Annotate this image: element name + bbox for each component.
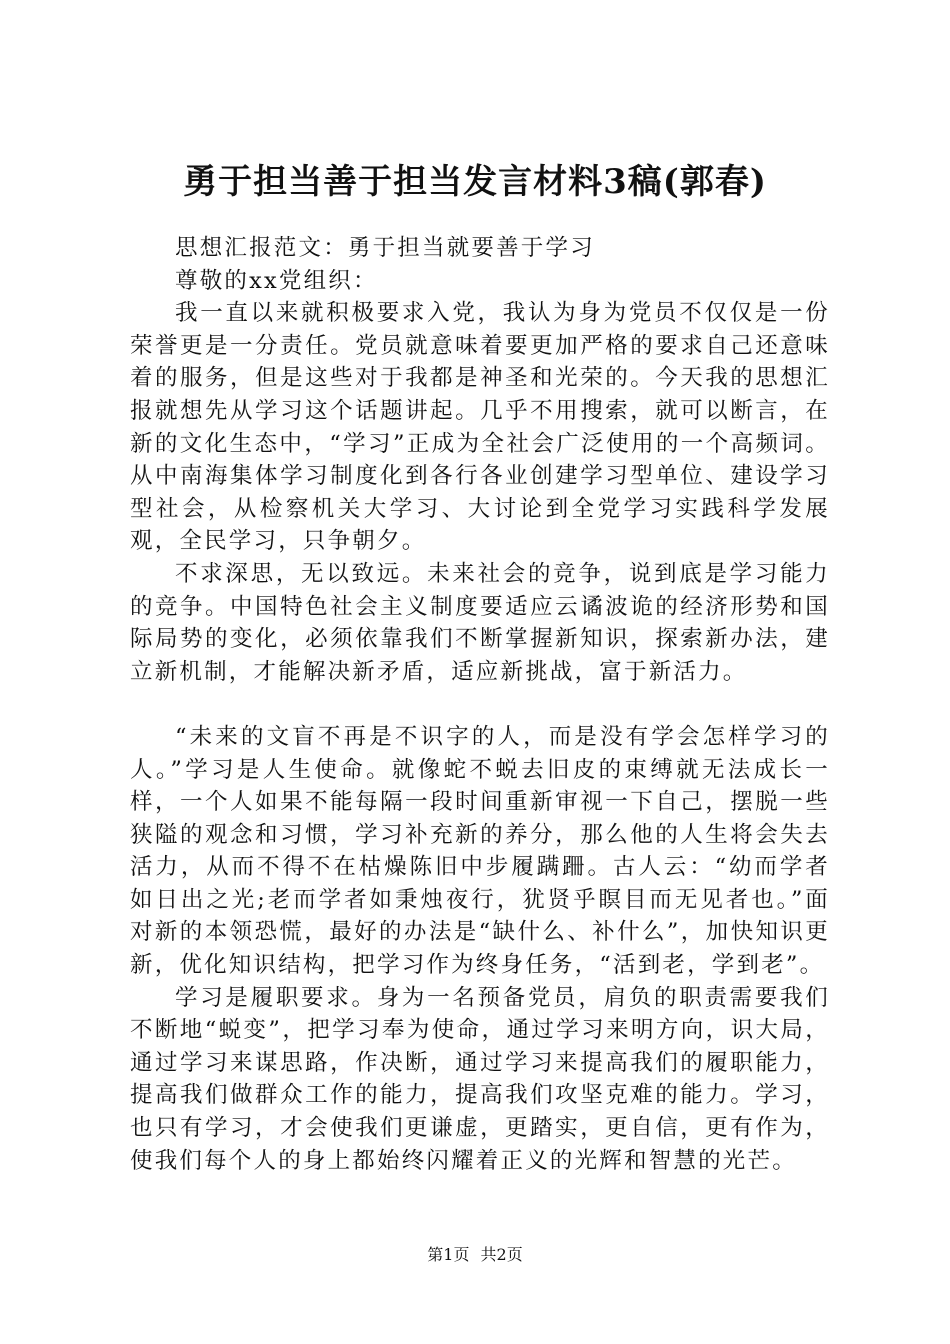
document-body — [130, 232, 830, 1177]
subtitle-line: 思想汇报范文：勇于担当就要善于学习 — [175, 235, 595, 261]
paragraph: 学习是履职要求。身为一名预备党员，肩负的职责需要我们不断地“蜕变”，把学习奉为使命，通过学习来明方向，识大局，通过学习来谋思路，作决断，通过学习来提高我们的履职能力，提高我们做群众工作的能力，提高我们攻坚克难的能力。学习，也只有学习，才会使我们更谦虚，更踏实，更自信，更有作为，使我们每个人的身上都始终闪耀着正义的光辉和智慧的光芒。 — [130, 984, 830, 1174]
salutation: 尊敬的xx党组织： — [175, 267, 378, 294]
paragraph: 不求深思，无以致远。未来社会的竞争，说到底是学习能力的竞争。中国特色社会主义制度要适应云谲波诡的经济形势和国际局势的变化，必须依靠我们不断掌握新知识，探索新办法，建立新机制，才能解决新矛盾，适应新挑战，富于新活力。 — [130, 560, 830, 685]
paragraph: “未来的文盲不再是不识字的人，而是没有学会怎样学习的人。”学习是人生使命。就像蛇不蜕去旧皮的束缚就无法成长一样，一个人如果不能每隔一段时间重新审视一下自己，摆脱一些狭隘的观念和习惯，学习补充新的养分，那么他的人生将会失去活力，从而不得不在枯燥陈旧中步履蹒跚。古人云：“幼而学者如日出之光;老而学者如秉烛夜行，犹贤乎瞑目而无见者也。”面对新的本领恐慌，最好的办法是“缺什么、补什么”，加快知识更新，优化知识结构，把学习作为终身任务，“活到老，学到老”。 — [130, 723, 830, 979]
page-number: 第1页 — [427, 1245, 470, 1264]
paragraph: 我一直以来就积极要求入党，我认为身为党员不仅仅是一份荣誉更是一分责任。党员就意味着要更加严格的要求自己还意味着的服务，但是这些对于我都是神圣和光荣的。今天我的思想汇报就想先从学习这个话题讲起。几乎不用搜索，就可以断言，在新的文化生态中，“学习”正成为全社会广泛使用的一个高频词。从中南海集体学习制度化到各行各业创建学习型单位、建设学习型社会，从检察机关大学习、大讨论到全党学习实践科学发展观，全民学习，只争朝夕。 — [130, 300, 830, 555]
document-title: 勇于担当善于担当发言材料3稿(郭春) — [183, 162, 767, 202]
page-footer — [0, 1244, 950, 1266]
page-total: 共2页 — [480, 1245, 523, 1264]
